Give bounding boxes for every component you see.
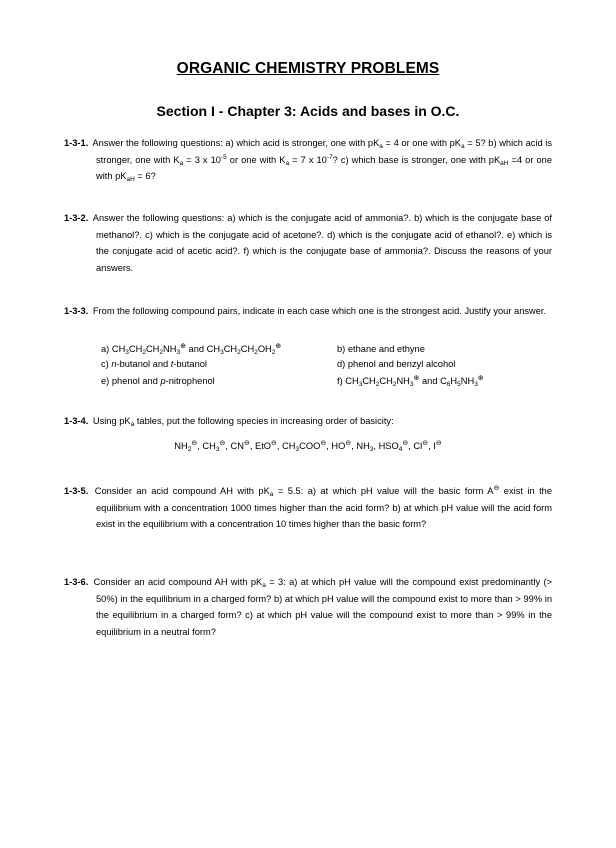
pair-c: c) n-butanol and t-butanol [101, 358, 207, 369]
problem-number: 1-3-6. [64, 577, 89, 587]
pair-d: d) phenol and benzyl alcohol [337, 358, 456, 369]
problem-1-3-1: 1-3-1. Answer the following questions: a) which acid is stronger, one with $pK_a = 4$ or one with $pK_a = 5$? b) which acid is stronger, one with $K_a = 3$ x $10^{-5}$ or one with $K_a = 7$ x $10^{-7}$? c) which base is stronger, one with $pK_{aH} =4$ or one with $pK_{aH} = 6$? [64, 138, 553, 183]
pair-f: f) $CH_3CH_2CH_2NH_3^\oplus$ and $C_6H_5NH_3^\oplus$ [337, 375, 484, 388]
list-item [101, 356, 521, 373]
list-item [101, 373, 521, 390]
pair-e: e) phenol and p-nitrophenol [101, 376, 215, 386]
problem-1-3-4: 1-3-4. Using $pK_a$ tables, put the following species in increasing order of basicity: [64, 416, 394, 428]
compound-pairs [101, 341, 521, 390]
problem-1-3-5: 1-3-5. Consider an acid compound AH with $pK_a = 5.5$: a) at which pH value will the basic form A⊖ exist in the equilibrium with a concentration 1000 times higher than the acid form? b) at which pH value will the acid form exist in the equilibrium with a concentration 10 times higher than the basic form? [64, 485, 552, 529]
problem-1-3-3 [64, 303, 552, 320]
problem-text: From the following compound pairs, indicate in each case which one is the strongest acid. Justify your answer. [90, 306, 547, 316]
problem-number: 1-3-2. [64, 213, 89, 223]
pair-a: a) $CH_3CH_2CH_2NH_3^\oplus$ and $CH_3CH_2CH_2OH_2^\oplus$ [101, 343, 282, 356]
page-title: ORGANIC CHEMISTRY PROBLEMS [176, 60, 440, 77]
species-list: $NH_2^⊖$, $CH_3^⊖$, CN⊖, EtO⊖, $CH_3COO^⊖$, HO⊖, $NH_3$, $HSO_4^⊖$, Cl⊖, I⊖ [174, 440, 442, 453]
problem-number: 1-3-4. [64, 416, 89, 426]
problem-number: 1-3-5. [64, 486, 89, 496]
problem-text: Answer the following questions: a) which is the conjugate acid of ammonia?. b) which is the conjugate base of methanol?. c) which is the conjugate acid of acetone?. d) which is the conjugate acid of ethanol?. e) which is the conjugate acid of acetic acid?. f) which is the conjugate base of ammonia?. Discuss the reasons of your answers. [90, 213, 552, 273]
problem-1-3-2 [64, 210, 552, 276]
problem-1-3-6: 1-3-6. Consider an acid compound AH with $pK_a = 3$: a) at which pH value will the compound exist predominantly (> 50%) in the equilibrium in a charged form? b) at which pH value will the compound exist to more than > 99% in the equilibrium in a charged form? c) at which pH value will the compound exist to more than > 99% in the equilibrium in a neutral form? [64, 577, 552, 637]
problem-number: 1-3-1. [64, 138, 89, 148]
pair-b: b) ethane and ethyne [337, 344, 425, 354]
section-title: Section I - Chapter 3: Acids and bases in O.C. [156, 103, 460, 119]
problem-number: 1-3-3. [64, 306, 89, 316]
